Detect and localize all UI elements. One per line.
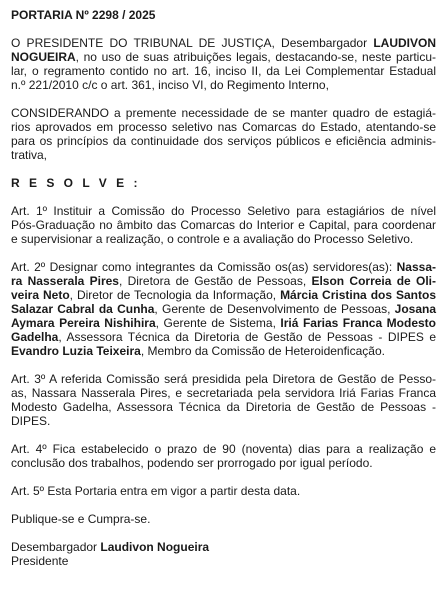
considerando-line: trativa, — [11, 148, 48, 162]
considerando-line: CONSIDERANDO a premente necessidade de se manter quadro de estagiá- — [11, 106, 436, 120]
intro-line: NOGUEIRA, no uso de suas atribuições legais, destacando-se, neste particu- — [11, 50, 436, 64]
article-line: Art. 2º Designar como integrantes da Comissão os(as) servidores(as): Nassa- — [11, 260, 436, 274]
president-name: LAUDIVON — [373, 36, 436, 50]
resolve-heading: R E S O L V E : — [11, 176, 141, 190]
article-line: DIPES. — [11, 414, 51, 428]
intro-line: lar, o regramento contido no art. 16, inciso II, da Lei Complementar Estadual — [11, 64, 436, 78]
signatory-name: Laudivon Nogueira — [100, 540, 210, 554]
article-line: Art. 4º Fica estabelecido o prazo de 90 (noventa) dias para a realização e — [11, 442, 436, 456]
considerando-paragraph — [11, 106, 436, 162]
article-line: Salazar Cabral da Cunha, Gerente de Desenvolvimento de Pessoas, Josana — [11, 302, 436, 316]
article-1 — [11, 204, 436, 246]
signatory-role: Presidente — [11, 554, 69, 568]
article-4 — [11, 442, 436, 470]
article-line: ra Nasserala Pires, Diretora de Gestão de Pessoas, Elson Correia de Oli- — [11, 274, 436, 288]
article-line: Modesto Gadelha, Assessora Técnica da Diretoria de Gestão de Pessoas - — [11, 400, 436, 414]
signature-line: Desembargador Laudivon Nogueira — [11, 540, 210, 554]
document-title: PORTARIA Nº 2298 / 2025 — [11, 8, 156, 22]
intro-line: n.º 221/2010 c/c o art. 361, inciso VI, do Regimento Interno, — [11, 78, 329, 92]
article-line: Art. 1º Instituir a Comissão do Processo Seletivo para estagiários de nível — [11, 204, 436, 218]
article-2 — [11, 260, 436, 358]
article-line: Aymara Pereira Nishihira, Gerente de Sistema, Iriá Farias Franca Modesto — [11, 316, 436, 330]
considerando-line: rios aprovados em processo seletivo nas Comarcas do Estado, atentando-se — [11, 120, 436, 134]
article-line: Pós-Graduação no âmbito das Comarcas do Interior e Capital, para coordenar — [11, 218, 436, 232]
signature-block — [11, 540, 436, 568]
article-line: as, Nassara Nasserala Pires, e secretariada pela servidora Iriá Farias Franca — [11, 386, 436, 400]
article-line: e supervisionar a realização, o controle e a avaliação do Processo Seletivo. — [11, 232, 414, 246]
article-line: Gadelha, Assessora Técnica da Diretoria de Gestão de Pessoas - DIPES e — [11, 330, 436, 344]
article-5: Art. 5º Esta Portaria entra em vigor a partir desta data. — [11, 484, 301, 498]
intro-paragraph — [11, 36, 436, 92]
article-line: Evandro Luzia Teixeira, Membro da Comissão de Heteroidenficação. — [11, 344, 385, 358]
article-line: veira Neto, Diretor de Tecnologia da Informação, Márcia Cristina dos Santos — [11, 288, 437, 302]
closing-text: Publique-se e Cumpra-se. — [11, 512, 151, 526]
considerando-line: para os princípios da continuidade dos serviços públicos e eficiência adminis- — [11, 134, 436, 148]
article-line: conclusão dos trabalhos, podendo ser prorrogado por igual período. — [11, 456, 373, 470]
article-line: Art. 3º A referida Comissão será presidida pela Diretora de Gestão de Pesso- — [11, 372, 436, 386]
intro-line: O PRESIDENTE DO TRIBUNAL DE JUSTIÇA, Desembargador LAUDIVON — [11, 36, 436, 50]
president-surname: NOGUEIRA — [11, 50, 76, 64]
article-3 — [11, 372, 436, 428]
